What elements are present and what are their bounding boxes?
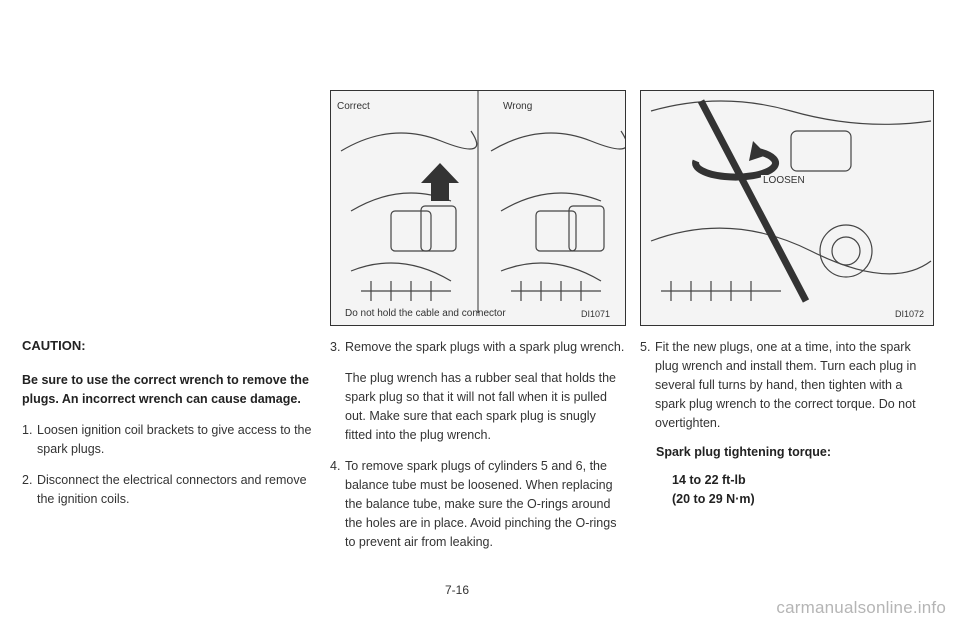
figure-correct-wrong [330,90,626,326]
figure-correct-wrong-illustration [331,91,625,325]
step-list [22,421,322,509]
step-text: Fit the new plugs, one at a time, into the spark plug wrench and install them. Turn each plug in several full turns by hand, then tighten with a spark plug wrench to the correct torque. Do not overtighten. [655,340,917,430]
figure-id: DI1071 [581,309,611,319]
column-middle [330,338,625,564]
figure-id: DI1072 [895,309,925,319]
figure-loosen [640,90,934,326]
torque-heading: Spark plug tightening torque: [656,445,831,459]
column-left [22,338,322,521]
caution-body: Be sure to use the correct wrench to remove the plugs. An incorrect wrench can cause damage. [22,373,309,406]
wrong-label: Wrong [503,101,533,112]
correct-label: Correct [337,101,370,112]
caution-title: CAUTION: [22,338,86,353]
step-list [640,338,932,433]
column-right [640,338,932,509]
figure-loosen-illustration [641,91,933,325]
step-text: Disconnect the electrical connectors and remove the ignition coils. [37,473,307,506]
list-item [22,421,322,459]
step-text: To remove spark plugs of cylinders 5 and 6, the balance tube must be loosened. When replacing the balance tube, make sure the O-rings around the holes are in place. Avoid pinching the O-rings to prevent air from leaking. [345,459,617,549]
torque-value-imperial: 14 to 22 ft-lb [672,473,746,487]
step-number: 3. [330,340,341,354]
figure-caption: Do not hold the cable and connector [345,308,506,319]
list-item [640,338,932,433]
list-item [330,338,625,445]
page-number: 7-16 [445,583,470,597]
list-item [330,457,625,552]
step-text: Loosen ignition coil brackets to give access to the spark plugs. [37,423,312,456]
step-text: Remove the spark plugs with a spark plug wrench. [345,340,625,354]
step-list [330,338,625,552]
watermark: carmanualsonline.info [776,598,946,617]
list-item [22,471,322,509]
step-number: 5. [640,340,651,354]
step-number: 2. [22,473,33,487]
loosen-label: LOOSEN [763,175,805,186]
step-number: 1. [22,423,33,437]
step-number: 4. [330,459,341,473]
torque-value-metric: (20 to 29 N·m) [672,492,755,506]
step-extra-text: The plug wrench has a rubber seal that holds the spark plug so that it will not fall when it is pulled out. Make sure that each spark plug is snugly fitted into the plug wrench. [345,371,617,442]
